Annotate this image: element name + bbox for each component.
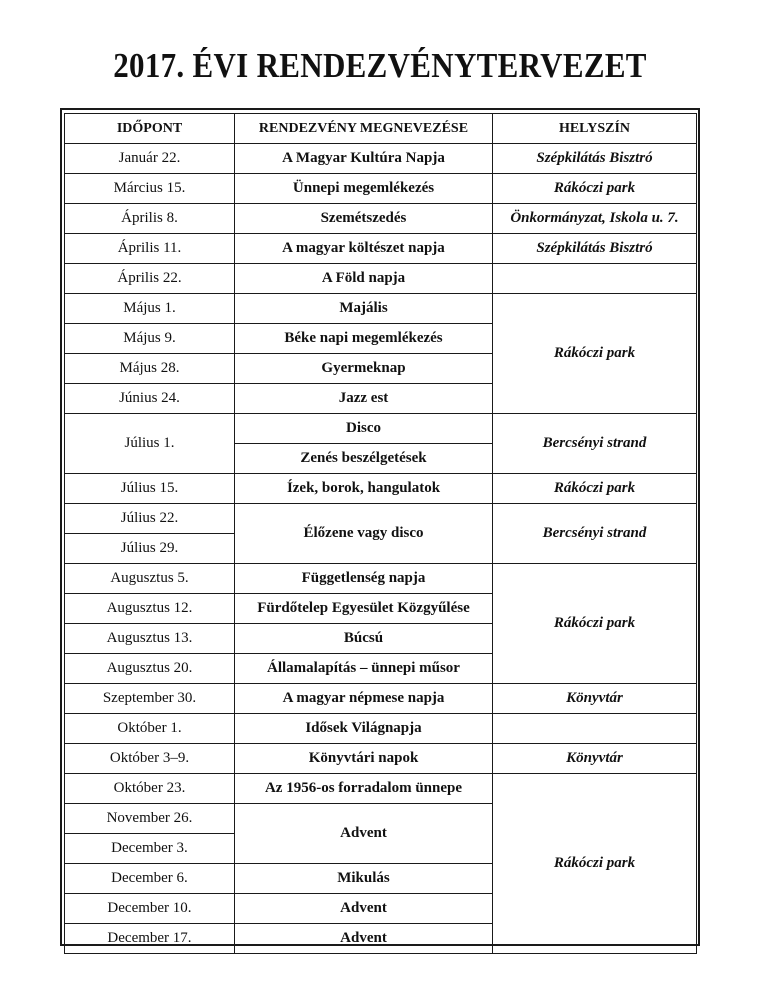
table-row [65,714,697,744]
table-row [65,474,697,504]
venue-cell: Könyvtár [493,684,697,714]
date-cell: Január 22. [65,144,235,174]
header-venue: HELYSZÍN [493,114,697,144]
date-cell: Július 15. [65,474,235,504]
date-cell: Június 24. [65,384,235,414]
event-cell: Advent [235,924,493,954]
table-row [65,414,697,444]
date-cell: Augusztus 20. [65,654,235,684]
table-header-row [65,114,697,144]
event-cell: Szemétszedés [235,204,493,234]
venue-cell: Bercsényi strand [493,414,697,474]
date-cell: Július 29. [65,534,235,564]
date-cell: Július 1. [65,414,235,474]
event-cell: Gyermeknap [235,354,493,384]
table-row [65,684,697,714]
date-cell: Október 3–9. [65,744,235,774]
event-cell: Búcsú [235,624,493,654]
event-cell: A Föld napja [235,264,493,294]
date-cell: Augusztus 13. [65,624,235,654]
table-row [65,204,697,234]
event-cell: A magyar költészet napja [235,234,493,264]
date-cell: Május 9. [65,324,235,354]
date-cell: Október 1. [65,714,235,744]
event-cell: Majális [235,294,493,324]
event-cell: Béke napi megemlékezés [235,324,493,354]
date-cell: Április 22. [65,264,235,294]
table-row [65,144,697,174]
event-cell: Az 1956-os forradalom ünnepe [235,774,493,804]
event-cell: Fürdőtelep Egyesület Közgyűlése [235,594,493,624]
date-cell: Július 22. [65,504,235,534]
date-cell: Augusztus 12. [65,594,235,624]
date-cell: December 3. [65,834,235,864]
date-cell: Április 11. [65,234,235,264]
table-row [65,294,697,324]
event-cell: Disco [235,414,493,444]
table-row [65,744,697,774]
table-row [65,264,697,294]
venue-cell: Rákóczi park [493,174,697,204]
event-cell: Zenés beszélgetések [235,444,493,474]
date-cell: Szeptember 30. [65,684,235,714]
table-row [65,234,697,264]
venue-cell: Szépkilátás Bisztró [493,144,697,174]
table-row [65,774,697,804]
date-cell: December 6. [65,864,235,894]
venue-cell-empty [493,264,697,294]
venue-cell: Rákóczi park [493,564,697,684]
table-row [65,564,697,594]
venue-cell: Rákóczi park [493,774,697,954]
date-cell: Május 1. [65,294,235,324]
event-cell: Államalapítás – ünnepi műsor [235,654,493,684]
date-cell: Március 15. [65,174,235,204]
date-cell: Május 28. [65,354,235,384]
event-cell: Könyvtári napok [235,744,493,774]
event-cell: A magyar népmese napja [235,684,493,714]
table-row [65,174,697,204]
event-cell: Függetlenség napja [235,564,493,594]
date-cell: Október 23. [65,774,235,804]
page-title: 2017. ÉVI RENDEZVÉNYTERVEZET [113,45,647,86]
event-cell: Advent [235,804,493,864]
header-date: IDŐPONT [65,114,235,144]
event-cell: Idősek Világnapja [235,714,493,744]
table-row [65,504,697,534]
event-cell: Advent [235,894,493,924]
event-cell: A Magyar Kultúra Napja [235,144,493,174]
event-schedule-table [64,113,697,954]
venue-cell: Rákóczi park [493,474,697,504]
venue-cell: Szépkilátás Bisztró [493,234,697,264]
header-event: RENDEZVÉNY MEGNEVEZÉSE [235,114,493,144]
event-cell: Ünnepi megemlékezés [235,174,493,204]
date-cell: December 10. [65,894,235,924]
venue-cell: Rákóczi park [493,294,697,414]
event-cell: Mikulás [235,864,493,894]
venue-cell: Bercsényi strand [493,504,697,564]
event-cell: Jazz est [235,384,493,414]
date-cell: December 17. [65,924,235,954]
date-cell: Április 8. [65,204,235,234]
date-cell: November 26. [65,804,235,834]
venue-cell-empty [493,714,697,744]
event-cell: Élőzene vagy disco [235,504,493,564]
venue-cell: Önkormányzat, Iskola u. 7. [493,204,697,234]
event-cell: Ízek, borok, hangulatok [235,474,493,504]
venue-cell: Könyvtár [493,744,697,774]
date-cell: Augusztus 5. [65,564,235,594]
